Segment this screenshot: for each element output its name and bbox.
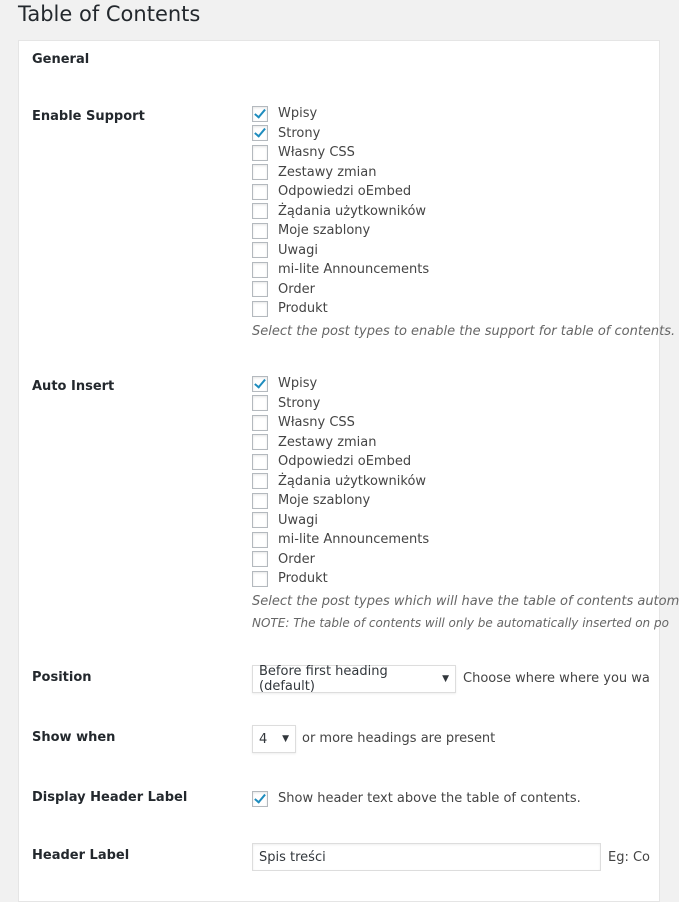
enable-support-checkbox[interactable]	[252, 125, 268, 141]
auto-insert-option	[252, 550, 429, 570]
show-when-selected-value: 4	[259, 731, 268, 747]
auto-insert-option-label: Order	[278, 551, 315, 567]
auto-insert-description: Select the post types which will have the table of contents autom	[252, 594, 679, 609]
display-header-label-row	[252, 789, 581, 809]
section-title: General	[32, 52, 90, 67]
auto-insert-option-label: Żądania użytkowników	[278, 473, 427, 489]
enable-support-option-label: Żądania użytkowników	[278, 203, 427, 219]
display-header-label-label: Display Header Label	[32, 790, 188, 805]
header-label-input[interactable]	[252, 843, 601, 871]
enable-support-option	[252, 124, 429, 144]
auto-insert-option	[252, 433, 429, 453]
auto-insert-option-label: mi-lite Announcements	[278, 532, 430, 548]
auto-insert-checkbox[interactable]	[252, 454, 268, 470]
display-header-label-text: Show header text above the table of contents.	[278, 791, 581, 807]
enable-support-checkbox[interactable]	[252, 262, 268, 278]
auto-insert-option	[252, 374, 429, 394]
enable-support-option-label: Odpowiedzi oEmbed	[278, 184, 412, 200]
auto-insert-option-label: Zestawy zmian	[278, 434, 377, 450]
auto-insert-checkbox[interactable]	[252, 434, 268, 450]
enable-support-option	[252, 221, 429, 241]
enable-support-option-label: Order	[278, 281, 315, 297]
enable-support-description: Select the post types to enable the support for table of contents.	[252, 324, 676, 339]
enable-support-option	[252, 202, 429, 222]
enable-support-option	[252, 182, 429, 202]
enable-support-option	[252, 143, 429, 163]
show-when-hint: or more headings are present	[302, 731, 496, 746]
auto-insert-option	[252, 491, 429, 511]
auto-insert-option	[252, 511, 429, 531]
auto-insert-option-label: Moje szablony	[278, 493, 371, 509]
auto-insert-checkbox[interactable]	[252, 395, 268, 411]
enable-support-checkbox[interactable]	[252, 164, 268, 180]
enable-support-checkbox[interactable]	[252, 184, 268, 200]
auto-insert-option	[252, 569, 429, 589]
enable-support-option-label: Strony	[278, 125, 321, 141]
settings-panel	[18, 40, 679, 902]
enable-support-option	[252, 260, 429, 280]
auto-insert-option-label: Własny CSS	[278, 415, 355, 431]
enable-support-checkbox[interactable]	[252, 203, 268, 219]
auto-insert-option-label: Produkt	[278, 571, 328, 587]
enable-support-option-label: Wpisy	[278, 106, 318, 122]
page-title: Table of Contents	[18, 2, 201, 26]
enable-support-checkbox[interactable]	[252, 242, 268, 258]
display-header-label-checkbox[interactable]	[252, 791, 268, 807]
position-label: Position	[32, 670, 92, 685]
auto-insert-option	[252, 452, 429, 472]
enable-support-label: Enable Support	[32, 109, 145, 124]
header-label-label: Header Label	[32, 848, 130, 863]
position-select[interactable]	[252, 665, 456, 693]
auto-insert-checkbox[interactable]	[252, 571, 268, 587]
enable-support-option	[252, 241, 429, 261]
auto-insert-option-label: Wpisy	[278, 376, 318, 392]
position-hint: Choose where where you wa	[463, 671, 650, 686]
auto-insert-checkbox[interactable]	[252, 551, 268, 567]
enable-support-option-label: Uwagi	[278, 242, 318, 258]
enable-support-option-label: Zestawy zmian	[278, 164, 377, 180]
auto-insert-checkbox-list	[252, 374, 429, 589]
enable-support-checkbox[interactable]	[252, 301, 268, 317]
auto-insert-label: Auto Insert	[32, 379, 115, 394]
show-when-label: Show when	[32, 730, 116, 745]
enable-support-option-label: mi-lite Announcements	[278, 262, 430, 278]
header-label-hint: Eg: Co	[608, 850, 651, 865]
enable-support-checkbox[interactable]	[252, 106, 268, 122]
show-when-select[interactable]	[252, 725, 296, 753]
enable-support-checkbox[interactable]	[252, 223, 268, 239]
enable-support-option-label: Produkt	[278, 301, 328, 317]
enable-support-checkbox[interactable]	[252, 281, 268, 297]
position-selected-value: Before first heading (default)	[259, 664, 388, 694]
auto-insert-option-label: Uwagi	[278, 512, 318, 528]
auto-insert-checkbox[interactable]	[252, 376, 268, 392]
auto-insert-checkbox[interactable]	[252, 493, 268, 509]
enable-support-checkbox[interactable]	[252, 145, 268, 161]
enable-support-option	[252, 299, 429, 319]
auto-insert-checkbox[interactable]	[252, 415, 268, 431]
auto-insert-option	[252, 530, 429, 550]
enable-support-option	[252, 163, 429, 183]
dropdown-arrow-icon: ▼	[282, 734, 289, 744]
enable-support-option	[252, 104, 429, 124]
dropdown-arrow-icon: ▼	[442, 674, 449, 684]
enable-support-option	[252, 280, 429, 300]
enable-support-option-label: Moje szablony	[278, 223, 371, 239]
auto-insert-checkbox[interactable]	[252, 532, 268, 548]
auto-insert-checkbox[interactable]	[252, 473, 268, 489]
auto-insert-option	[252, 413, 429, 433]
auto-insert-note: NOTE: The table of contents will only be automatically inserted on po	[252, 616, 669, 630]
auto-insert-option	[252, 472, 429, 492]
enable-support-option-label: Własny CSS	[278, 145, 355, 161]
enable-support-checkbox-list	[252, 104, 429, 319]
auto-insert-checkbox[interactable]	[252, 512, 268, 528]
auto-insert-option	[252, 394, 429, 414]
auto-insert-option-label: Strony	[278, 395, 321, 411]
auto-insert-option-label: Odpowiedzi oEmbed	[278, 454, 412, 470]
